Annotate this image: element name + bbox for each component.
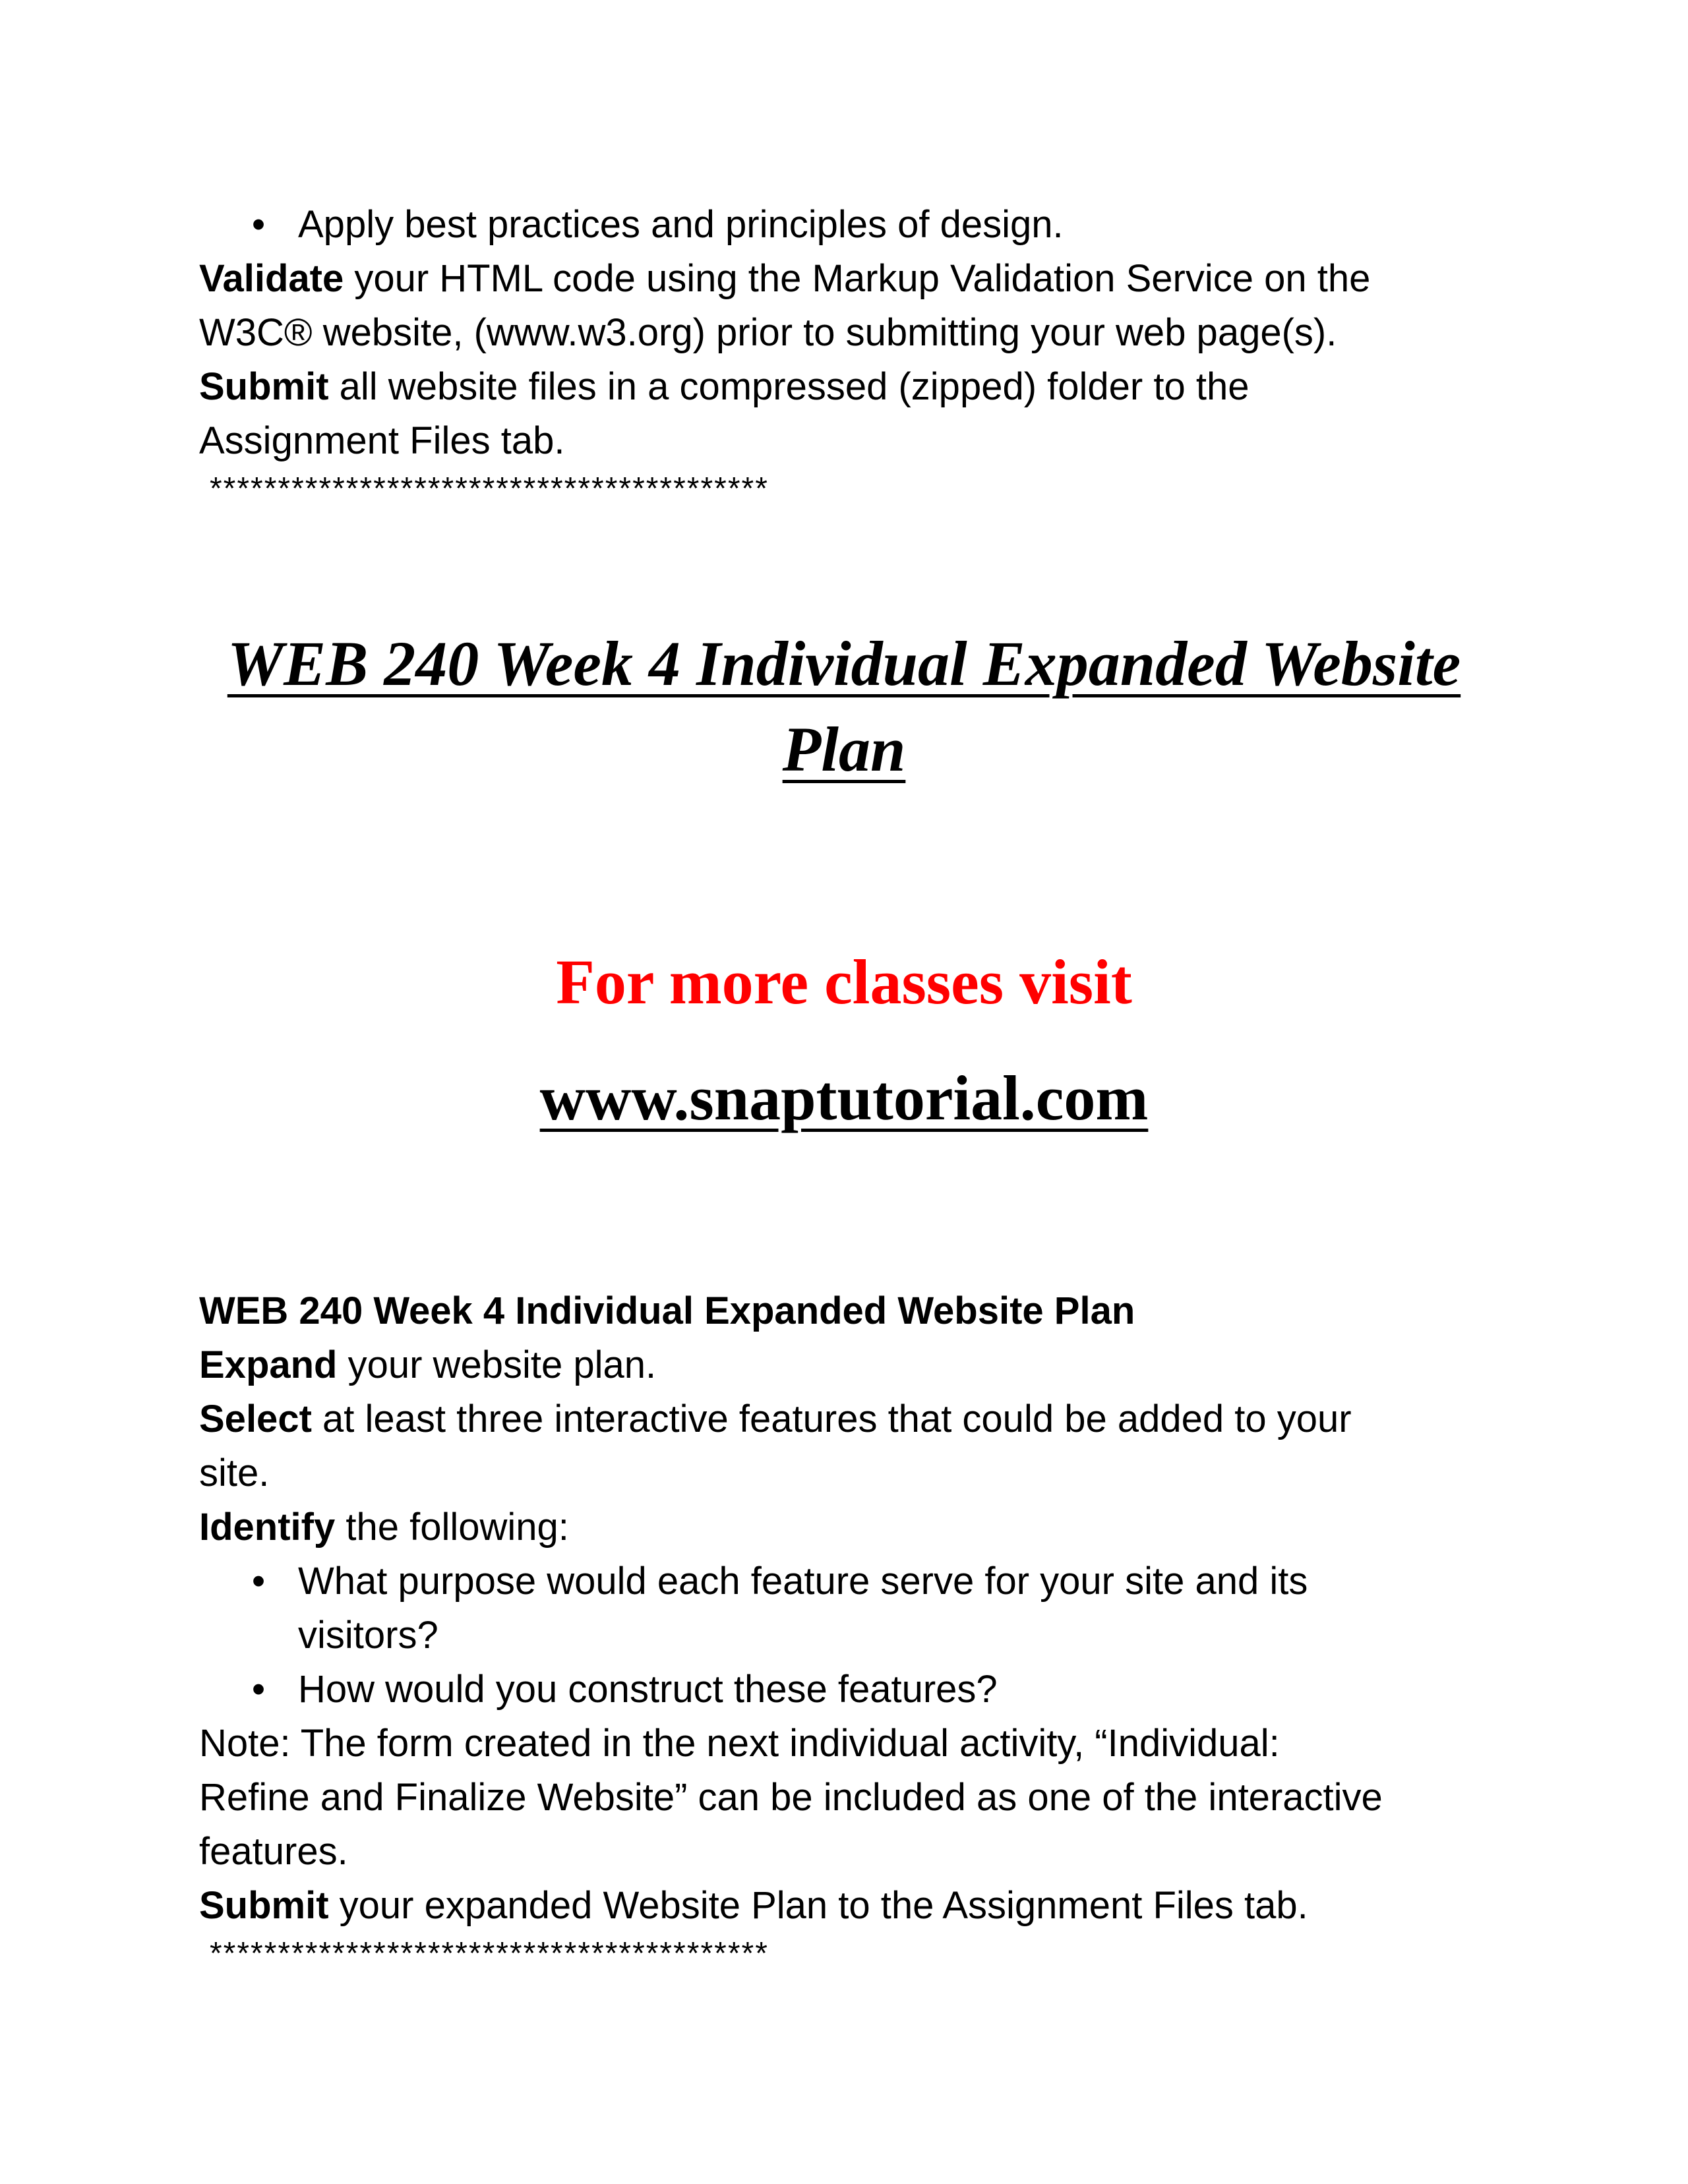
- bullet-icon: •: [251, 203, 266, 246]
- promo-visit-text: For more classes visit: [556, 947, 1132, 1017]
- page-title: [132, 621, 1556, 707]
- note-line3: features.: [199, 1830, 348, 1873]
- expand-paragraph: [199, 1338, 1492, 1392]
- identify-text: the following:: [335, 1506, 569, 1549]
- final-submit-paragraph: [199, 1879, 1492, 1933]
- final-submit-text: your expanded Website Plan to the Assignment Files tab.: [328, 1884, 1308, 1927]
- separator-stars: *****************************************: [210, 471, 769, 506]
- bullet-text: What purpose would each feature serve for your site and its: [298, 1560, 1308, 1603]
- final-submit-label: Submit: [199, 1884, 329, 1927]
- bullet-icon: •: [251, 1560, 266, 1603]
- submit-text: all website files in a compressed (zipped) folder to the: [328, 365, 1250, 408]
- select-paragraph-line1: [199, 1392, 1492, 1446]
- validate-text: your HTML code using the Markup Validation Service on the: [344, 257, 1371, 300]
- bullet-icon: •: [251, 1668, 266, 1711]
- assignment-heading: [199, 1284, 1492, 1338]
- assignment-heading-text: WEB 240 Week 4 Individual Expanded Website Plan: [199, 1289, 1135, 1332]
- separator-stars: *****************************************: [210, 1936, 769, 1971]
- expand-text: your website plan.: [337, 1343, 657, 1386]
- select-text: at least three interactive features that could be added to your: [311, 1398, 1352, 1440]
- bullet-text: Apply best practices and principles of design.: [298, 203, 1064, 246]
- identify-paragraph: [199, 1500, 1492, 1554]
- identify-label: Identify: [199, 1506, 336, 1549]
- bullet-text: How would you construct these features?: [298, 1668, 998, 1711]
- select-paragraph-line2: site.: [199, 1452, 270, 1494]
- submit-label: Submit: [199, 365, 329, 408]
- bullet-text-continued: visitors?: [298, 1614, 438, 1657]
- submit-paragraph-line2: Assignment Files tab.: [199, 419, 565, 462]
- note-line2: Refine and Finalize Website” can be included as one of the interactive: [199, 1776, 1383, 1819]
- validate-label: Validate: [199, 257, 344, 300]
- expand-label: Expand: [199, 1343, 338, 1386]
- validate-paragraph-line2: W3C® website, (www.w3.org) prior to submitting your web page(s).: [199, 311, 1337, 354]
- page-title-continued: [132, 707, 1556, 792]
- promo-url-link[interactable]: www.snaptutorial.com: [539, 1063, 1149, 1133]
- select-label: Select: [199, 1398, 312, 1440]
- note-line1: Note: The form created in the next individual activity, “Individual:: [199, 1722, 1280, 1765]
- submit-paragraph-line1: [199, 360, 1492, 414]
- page-title-line2: Plan: [782, 714, 906, 784]
- promo-url-line: [132, 1059, 1556, 1138]
- page-title-line1: WEB 240 Week 4 Individual Expanded Website: [227, 628, 1461, 699]
- validate-paragraph-line1: [199, 252, 1492, 306]
